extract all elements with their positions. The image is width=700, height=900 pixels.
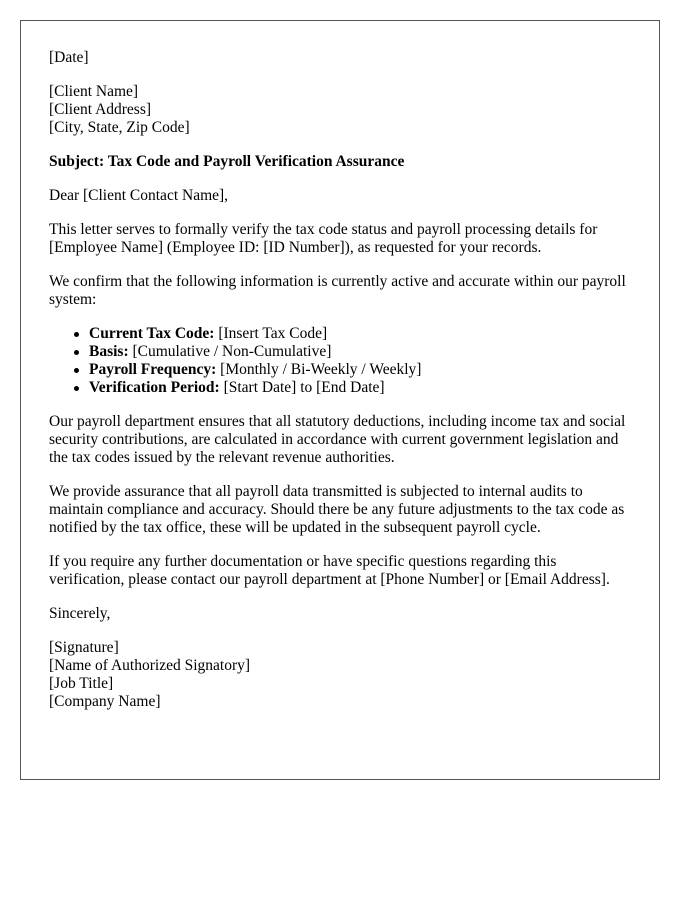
- paragraph-intro: This letter serves to formally verify the tax code status and payroll processing details for [Employee Name] (Employee ID: [ID Number]), as requested for your records.: [49, 221, 598, 256]
- recipient-address-block: [49, 83, 634, 137]
- paragraph-contact: If you require any further documentation or have specific questions regarding this verification, please contact our payroll department at [Phone Number] or [Email Address].: [49, 553, 610, 588]
- detail-label: Basis:: [89, 343, 129, 360]
- recipient-address: [Client Address]: [49, 101, 152, 118]
- paragraph-assurance: We provide assurance that all payroll data transmitted is subjected to internal audits to maintain compliance and accuracy. Should there be any future adjustments to the tax code as notified by the tax office, these will be updated in the subsequent payroll cycle.: [49, 483, 625, 536]
- paragraph-confirm: We confirm that the following information is currently active and accurate within our payroll system:: [49, 273, 626, 308]
- list-item: [89, 325, 659, 343]
- letter-date: [Date]: [49, 49, 89, 66]
- list-item: [89, 379, 659, 397]
- details-list: [49, 325, 659, 397]
- detail-label: Current Tax Code:: [89, 325, 215, 342]
- date-block: [49, 49, 634, 67]
- company-name: [Company Name]: [49, 693, 161, 710]
- recipient-city: [City, State, Zip Code]: [49, 119, 190, 136]
- paragraph-statutory: Our payroll department ensures that all statutory deductions, including income tax and social security contributions, are calculated in accordance with current government legislation and the tax codes issued by the relevant revenue authorities.: [49, 413, 626, 466]
- recipient-name: [Client Name]: [49, 83, 139, 100]
- signature: [Signature]: [49, 639, 119, 656]
- job-title: [Job Title]: [49, 675, 114, 692]
- detail-value: [Start Date] to [End Date]: [219, 379, 385, 396]
- salutation: Dear [Client Contact Name],: [49, 187, 229, 204]
- list-item: [89, 361, 659, 379]
- letter-page: [20, 20, 660, 780]
- signatory-name: [Name of Authorized Signatory]: [49, 657, 251, 674]
- detail-value: [Cumulative / Non-Cumulative]: [128, 343, 332, 360]
- signature-block: [49, 639, 634, 711]
- detail-value: [Monthly / Bi-Weekly / Weekly]: [216, 361, 422, 378]
- subject-line: Subject: Tax Code and Payroll Verification Assurance: [49, 153, 405, 170]
- detail-label: Verification Period:: [89, 379, 220, 396]
- detail-label: Payroll Frequency:: [89, 361, 217, 378]
- closing: Sincerely,: [49, 605, 111, 622]
- list-item: [89, 343, 659, 361]
- detail-value: [Insert Tax Code]: [214, 325, 328, 342]
